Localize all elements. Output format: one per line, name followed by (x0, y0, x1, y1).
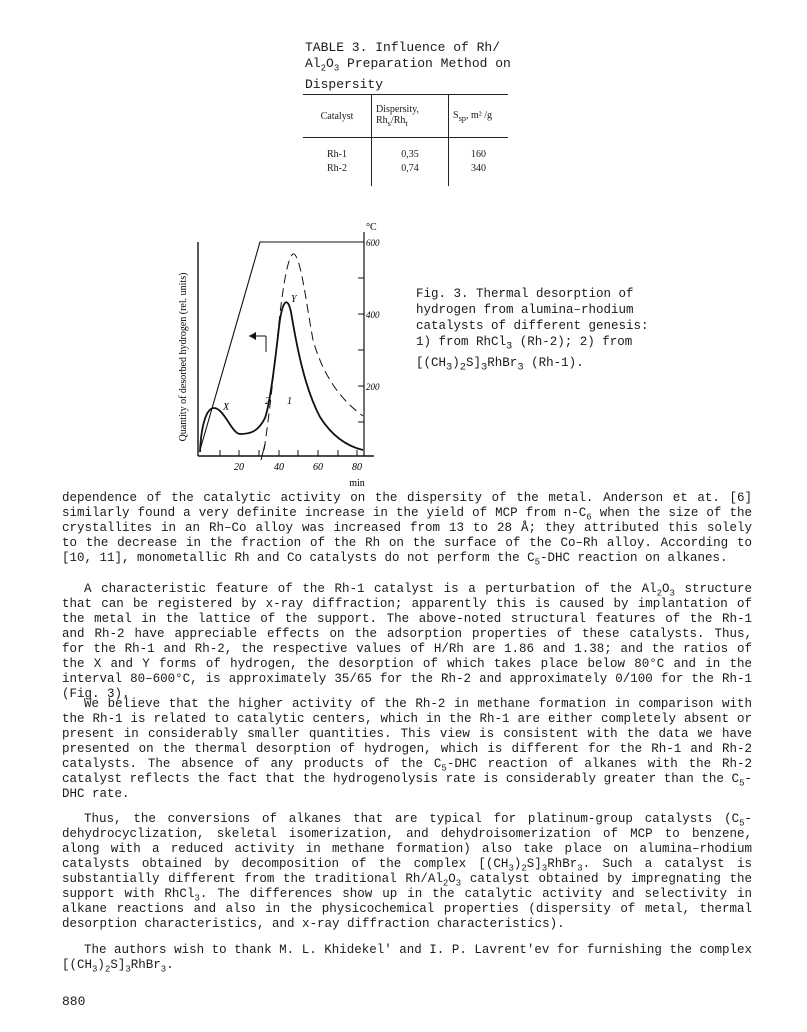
header-dispersity: Dispersity, $Rh_s/Rh_t$ (372, 95, 449, 138)
header-catalyst: Catalyst (303, 95, 372, 138)
body-paragraph: A characteristic feature of the Rh-1 catalyst is a perturbation of the $Al_2O_3$ structure that can be registered by x-ray diffraction; apparently this is caused by implantation of the metal in the lattice of the support. The above-noted structural features of the Rh-1 and Rh-2 have appreciable effects on the adsorption properties of these catalysts. Thus, for the Rh-1 and Rh-2, the respective values of H/Rh are 1.86 and 1.38; and the ratios of the X and Y forms of hydrogen, the desorption of which takes place below 80°C and in the interval 80–600°C, is approximately 35/65 for the Rh-2 and approximately 0/100 for the Rh-1 (Fig. 3). (62, 582, 753, 701)
curve-label-2: 2 (265, 396, 270, 407)
body-paragraph: dependence of the catalytic activity on the dispersity of the metal. Anderson et at. [6] similarly found a very definite increase in the yield of MCP from $n-C_6$ when the size of the crystallites in an Rh–Co alloy was increased from 13 to 28 Å; they attributed this solely to the decrease in the fraction of the Rh on the surface of the Co–Rh alloy. According to [10, 11], monometallic Rh and Co catalysts do not perform the $C_5$-DHC reaction on alkanes. (62, 491, 752, 568)
pointer-line (261, 444, 265, 460)
dispersity-table (303, 94, 508, 186)
table-header-row (303, 95, 508, 138)
cell-dispersity: 0,74 (372, 162, 449, 176)
x-tick-label: 40 (274, 462, 284, 473)
body-paragraph: Thus, the conversions of alkanes that are typical for platinum-group catalysts ($C_5$-dehydrocyclization, skeletal isomerization, and dehydroisomerization of MCP to benzene, along with a reduced activity in methane formation) also take place on alumina–rhodium catalysts obtained by decomposition of the complex $[(CH_3)_2S]_3RhBr_3$. Such a catalyst is substantially different from the traditional $Rh/Al_2O_3$ catalyst obtained by impregnating the support with RhCl$_3$. The differences show up in the catalytic activity and selectivity in alkane reactions and also in the physicochemical properties (dispersity of metal, thermal desorption characteristics, and x-ray diffraction characteristics). (62, 812, 752, 931)
cell-ssp: 160 (449, 148, 509, 162)
x-tick-marks (220, 450, 357, 456)
table-caption: TABLE 3. Influence of Rh/ $Al_2O_3$ Preparation Method on Dispersity (305, 40, 511, 92)
x-tick-label: 80 (352, 462, 362, 473)
figure-3 (170, 212, 410, 492)
right-tick-label: 400 (366, 310, 380, 320)
header-ssp: $S_{sp}$, m² /g (449, 95, 509, 138)
cell-catalyst: Rh-2 (327, 163, 347, 174)
right-tick-label: 600 (366, 238, 380, 248)
figure-y-axis-label: Quantity of desorbed hydrogen (rel. units) (178, 272, 189, 442)
cell-catalyst: Rh-1 (327, 149, 347, 160)
curve-1-rh2 (200, 302, 363, 452)
right-tick-label: 200 (366, 382, 380, 392)
arrow-head (249, 332, 256, 340)
right-axis-unit: °C (366, 222, 377, 233)
table-row (303, 162, 508, 176)
x-tick-label: 60 (313, 462, 323, 473)
cell-ssp: 340 (449, 162, 509, 176)
peak-label-y: Y (291, 294, 297, 305)
table-row (303, 148, 508, 162)
body-paragraph: We believe that the higher activity of the Rh-2 in methane formation in comparison with the Rh-1 is related to catalytic centers, which in the Rh-1 are either completely absent or present in considerably smaller quantities. This view is consistent with the data we have presented on the thermal desorption of hydrogen, which is different for the Rh-1 and Rh-2 catalysts. The absence of any products of the $C_5$-DHC reaction of alkanes with the Rh-2 catalyst reflects the fact that the hydrogenolysis rate is considerably greater than the $C_5$-DHC rate. (62, 697, 752, 801)
body-paragraph: The authors wish to thank M. L. Khidekel' and I. P. Lavrent'ev for furnishing the complex $[(CH_3)_2S]_3RhBr_3$. (62, 943, 752, 975)
cell-dispersity: 0,35 (372, 148, 449, 162)
x-axis-label: min (349, 478, 365, 489)
curve-label-1: 1 (287, 396, 292, 407)
figure-caption: Fig. 3. Thermal desorption of hydrogen from alumina–rhodium catalysts of different genesis: 1) from RhCl$_3$ (Rh-2); 2) from $[(CH_3)_2S]_3RhBr_3$ (Rh-1). (416, 287, 649, 373)
right-tick-marks (358, 242, 364, 422)
temperature-program-line (200, 242, 364, 450)
curve-2-rh1 (264, 254, 363, 450)
peak-label-x: X (223, 402, 230, 413)
page-number: 880 (62, 994, 86, 1009)
x-tick-label: 20 (234, 462, 244, 473)
